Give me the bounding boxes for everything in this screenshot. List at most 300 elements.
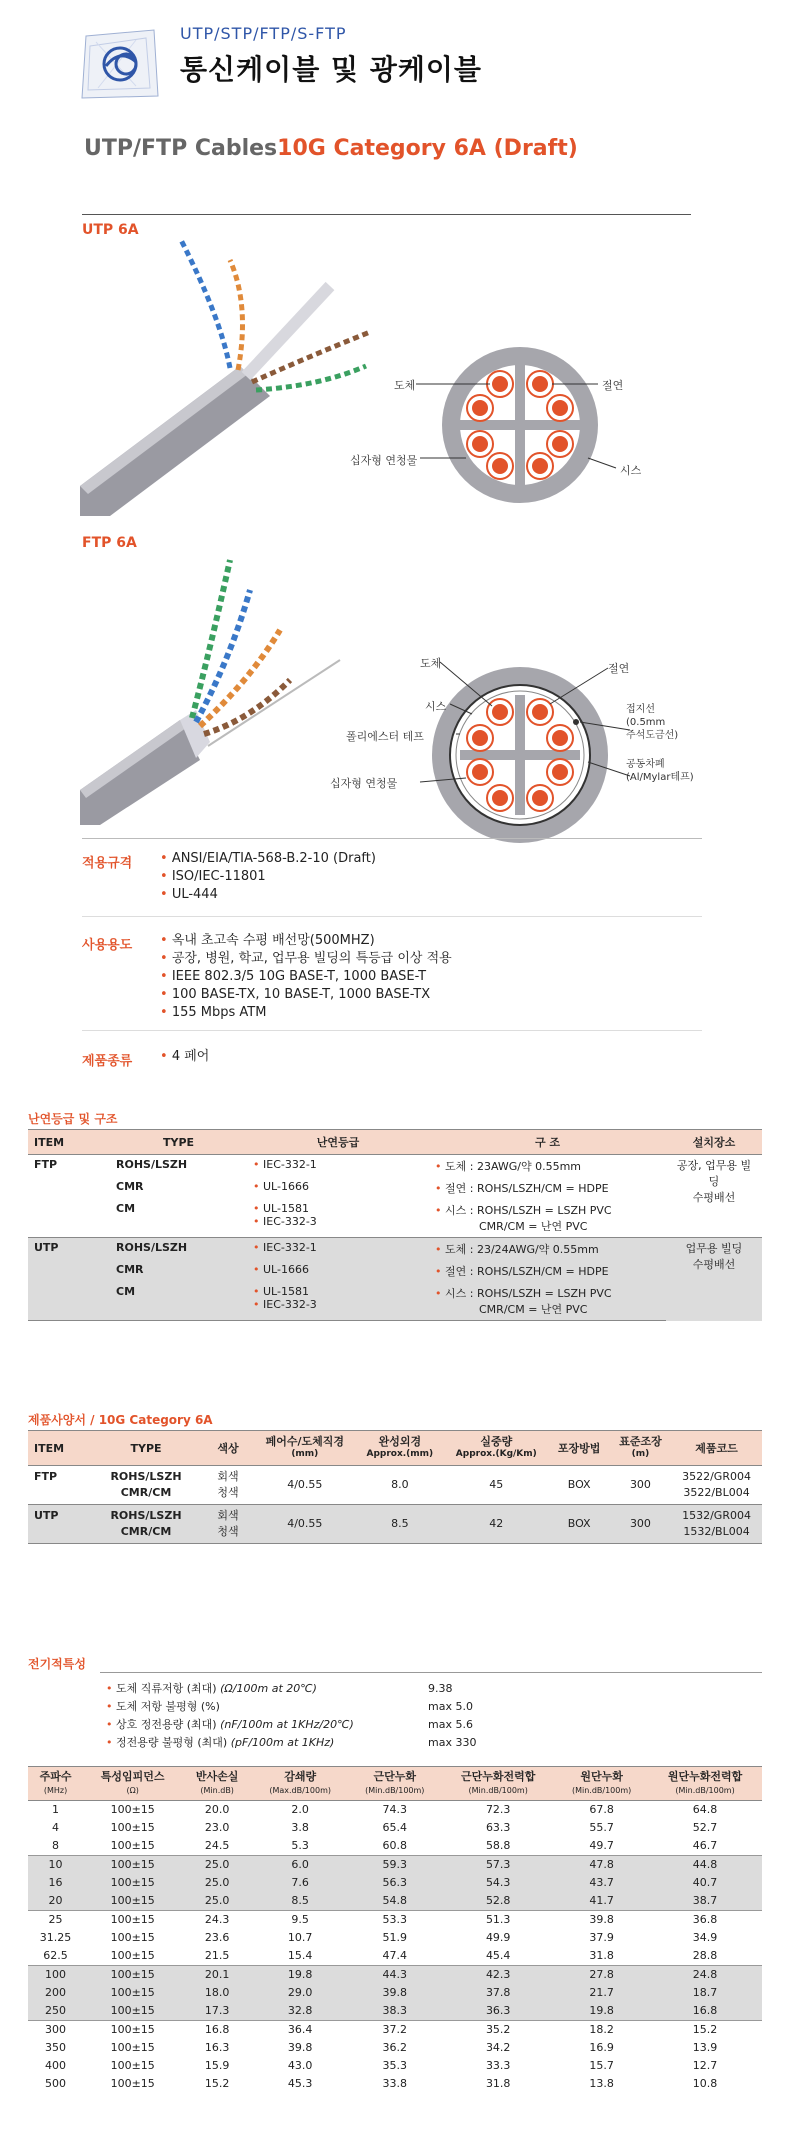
location-line: 수평배선 xyxy=(692,1191,736,1204)
table-cell: 20.0 xyxy=(204,1803,230,1816)
structure-line: • 시스 : ROHS/LSZH = LSZH PVC xyxy=(435,1285,660,1301)
table-cell: 47.8 xyxy=(555,1856,648,1875)
table-cell: 72.3 xyxy=(485,1803,511,1816)
col-header: 색상 xyxy=(202,1431,254,1466)
table-row xyxy=(28,1856,762,1875)
table-cell: 23.6 xyxy=(204,1931,230,1944)
type-line: CMR/CM xyxy=(120,1486,172,1499)
utp-cross-section xyxy=(380,340,710,510)
ftp-cross-section xyxy=(360,650,720,850)
utp-conductor-label: 도체 xyxy=(394,379,416,392)
prop-label: • 도체 저항 불평형 (%) xyxy=(106,1700,220,1713)
header-line: 실중량 xyxy=(480,1435,513,1448)
table-cell: 4 xyxy=(52,1821,60,1834)
table-cell: 13.8 xyxy=(589,2077,614,2090)
table-cell: 44.3 xyxy=(348,1966,441,1985)
spec-list-product-type xyxy=(160,1048,209,1066)
header-line: 근단누화전력합 xyxy=(461,1770,536,1783)
table-cell: 36.2 xyxy=(382,2041,408,2054)
table-cell: 100±15 xyxy=(110,1821,155,1834)
header-line: 원단누화전력합 xyxy=(667,1770,743,1783)
spec-table xyxy=(28,1430,762,1544)
table-cell: 18.0 xyxy=(182,1984,252,2002)
table-cell: 15.4 xyxy=(287,1949,313,1962)
cell-od: 8.5 xyxy=(356,1505,444,1544)
prop-value: max 5.6 xyxy=(428,1718,473,1731)
color-line: 회색 xyxy=(217,1509,239,1522)
cell-type: ROHS/LSZH xyxy=(116,1158,188,1171)
product-name: 10G Category 6A (Draft) xyxy=(277,136,578,161)
table-cell: 19.8 xyxy=(252,1966,348,1985)
utp-label: UTP 6A xyxy=(82,222,139,238)
table-row xyxy=(28,1177,762,1199)
table-header-row xyxy=(28,1431,762,1466)
ftp-polyester-tape-label: 폴리에스터 테프 xyxy=(346,730,424,743)
table-cell: 52.8 xyxy=(441,1892,555,1911)
table-header-row xyxy=(28,1767,762,1801)
structure-line: CMR/CM = 난연 PVC xyxy=(479,1303,588,1316)
electrical-title: 전기적특성 xyxy=(28,1657,86,1671)
table-cell: 49.9 xyxy=(485,1931,511,1944)
table-cell: 32.8 xyxy=(252,2002,348,2021)
electrical-props xyxy=(106,1680,706,1752)
prop-label: • 정전용량 불평형 (최대) xyxy=(106,1736,227,1749)
col-header xyxy=(252,1767,348,1801)
col-header: 난연등급 xyxy=(247,1130,429,1155)
cell-grade xyxy=(247,1282,429,1321)
table-row xyxy=(28,1466,762,1505)
header-line: 특성임피던스 xyxy=(100,1770,165,1783)
table-cell: 16 xyxy=(28,1874,83,1892)
table-cell: 28.8 xyxy=(692,1949,718,1962)
cell-location xyxy=(666,1238,762,1321)
type-line: ROHS/LSZH xyxy=(110,1470,182,1483)
col-header xyxy=(254,1431,356,1466)
header-line: Approx.(mm) xyxy=(366,1449,434,1459)
table-cell: 67.8 xyxy=(589,1803,614,1816)
cell-pair: 4/0.55 xyxy=(287,1478,323,1491)
divider xyxy=(82,838,702,839)
table-cell: 64.8 xyxy=(692,1803,718,1816)
cell-code xyxy=(671,1505,762,1544)
header-unit: (Max.dB/100m) xyxy=(269,1786,331,1795)
cell-structure: • 도체 : 23/24AWG/약 0.55mm xyxy=(429,1238,666,1261)
spec-label-standards: 적용규격 xyxy=(82,856,133,871)
table-cell: 36.4 xyxy=(252,2021,348,2040)
cell-type: CM xyxy=(116,1202,136,1215)
table-cell: 38.7 xyxy=(648,1892,762,1911)
table-cell: 100±15 xyxy=(83,1892,182,1911)
table-row xyxy=(28,1874,762,1892)
cell-color xyxy=(202,1466,254,1505)
table-cell: 10 xyxy=(28,1856,83,1875)
spec-label-product-type: 제품종류 xyxy=(82,1054,133,1069)
table-row xyxy=(28,1199,762,1238)
cell-weight: 45 xyxy=(489,1478,504,1491)
table-cell: 37.2 xyxy=(348,2021,441,2040)
table-cell: 74.3 xyxy=(382,1803,408,1816)
header-title: 통신케이블 및 광케이블 xyxy=(180,53,482,86)
cell-grade: • IEC-332-1 xyxy=(247,1238,429,1261)
table-cell: 35.2 xyxy=(441,2021,555,2040)
table-cell: 31.8 xyxy=(589,1949,614,1962)
prop-unit: (pF/100m at 1KHz) xyxy=(230,1736,335,1749)
utp-cable-photo xyxy=(80,236,370,516)
cell-length: 300 xyxy=(610,1505,671,1544)
table-cell: 10.8 xyxy=(692,2077,718,2090)
table-cell: 100±15 xyxy=(110,1839,155,1852)
table-cell: 500 xyxy=(45,2077,67,2090)
prop-unit: (nF/100m at 1KHz/20℃) xyxy=(220,1718,354,1731)
table-cell: 100±15 xyxy=(110,2059,155,2072)
table-cell: 45.4 xyxy=(485,1949,511,1962)
table-cell: 62.5 xyxy=(43,1949,68,1962)
header-subtitle: UTP/STP/FTP/S-FTP xyxy=(180,24,347,43)
header-unit: (Min.dB/100m) xyxy=(365,1786,425,1795)
product-title xyxy=(84,136,578,161)
col-header xyxy=(182,1767,252,1801)
code-line: 1532/GR004 xyxy=(682,1509,751,1522)
table-cell: 39.8 xyxy=(555,1911,648,1930)
header-line: Approx.(Kg/Km) xyxy=(455,1449,537,1459)
spec-item: • ANSI/EIA/TIA-568-B.2-10 (Draft) xyxy=(160,850,376,868)
cell-structure xyxy=(429,1282,666,1321)
table-row xyxy=(28,1984,762,2002)
table-cell: 3.8 xyxy=(291,1821,309,1834)
table-cell: 58.8 xyxy=(485,1839,511,1852)
spec-list-usage xyxy=(160,932,452,1022)
header-unit: (Min.dB/100m) xyxy=(468,1786,528,1795)
header-line: 표준조장 xyxy=(619,1435,662,1448)
table-cell: 100±15 xyxy=(83,1966,182,1985)
header-unit: (Min.dB) xyxy=(200,1786,234,1795)
table-cell: 63.3 xyxy=(485,1821,511,1834)
table-cell: 49.7 xyxy=(589,1839,614,1852)
table-row xyxy=(28,1947,762,1966)
prop-label: • 도체 직류저항 (최대) xyxy=(106,1682,217,1695)
table-cell: 35.3 xyxy=(382,2059,408,2072)
col-header xyxy=(441,1767,555,1801)
prop-value: max 330 xyxy=(428,1736,477,1749)
table-cell: 56.3 xyxy=(348,1874,441,1892)
table-cell: 37.9 xyxy=(589,1931,614,1944)
cell-pack: BOX xyxy=(567,1478,591,1491)
spec-list-standards xyxy=(160,850,376,904)
table-cell: 34.2 xyxy=(485,2041,511,2054)
table-row xyxy=(28,1260,762,1282)
table-cell: 23.0 xyxy=(204,1821,230,1834)
table-cell: 18.2 xyxy=(555,2021,648,2040)
cell-weight: 42 xyxy=(444,1505,549,1544)
table-cell: 60.8 xyxy=(382,1839,408,1852)
table-cell: 21.7 xyxy=(555,1984,648,2002)
table-row xyxy=(28,1238,762,1261)
spec-item: • 155 Mbps ATM xyxy=(160,1004,452,1022)
spec-item: • UL-444 xyxy=(160,886,376,904)
table-cell: 43.7 xyxy=(555,1874,648,1892)
location-line: 수평배선 xyxy=(692,1258,736,1271)
type-line: CMR/CM xyxy=(120,1525,172,1538)
table-cell: 15.9 xyxy=(204,2059,230,2072)
table-cell: 38.3 xyxy=(348,2002,441,2021)
table-cell: 12.7 xyxy=(692,2059,718,2072)
table-cell: 31.25 xyxy=(39,1931,72,1944)
table-cell: 16.8 xyxy=(182,2021,252,2040)
shield-line1: 공동차폐 xyxy=(626,759,665,770)
table-cell: 7.6 xyxy=(252,1874,348,1892)
table-cell: 39.8 xyxy=(287,2041,313,2054)
col-header: 제품코드 xyxy=(671,1431,762,1466)
drain-wire-line2: (0.5mm xyxy=(626,717,666,728)
spec-item: • 공장, 병원, 학교, 업무용 빌딩의 특등급 이상 적용 xyxy=(160,950,452,968)
table-cell: 100±15 xyxy=(83,1911,182,1930)
utp-insulation-label: 절연 xyxy=(602,379,624,392)
cell-type: CM xyxy=(110,1282,247,1321)
utp-filler-label: 십자형 연청물 xyxy=(350,454,418,467)
table-cell: 33.8 xyxy=(382,2077,408,2090)
cell-structure: • 절연 : ROHS/LSZH/CM = HDPE xyxy=(429,1177,666,1199)
cell-item: FTP xyxy=(34,1470,58,1483)
table-cell: 44.8 xyxy=(648,1856,762,1875)
grade-line: • UL-1581 xyxy=(253,1285,423,1298)
table-row xyxy=(28,1155,762,1178)
table-cell: 43.0 xyxy=(287,2059,313,2072)
table-cell: 40.7 xyxy=(648,1874,762,1892)
spec-item: • IEEE 802.3/5 10G BASE-T, 1000 BASE-T xyxy=(160,968,452,986)
type-line: ROHS/LSZH xyxy=(110,1509,182,1522)
table-cell: 25 xyxy=(28,1911,83,1930)
cell-item: UTP xyxy=(28,1505,90,1544)
header-unit: (Ω) xyxy=(126,1786,139,1795)
table-row xyxy=(28,1929,762,1947)
table-cell: 57.3 xyxy=(441,1856,555,1875)
divider xyxy=(100,1672,762,1673)
spec-table-title: 제품사양서 / 10G Category 6A xyxy=(28,1413,213,1427)
prop-value: max 5.0 xyxy=(428,1700,473,1713)
cell-type xyxy=(90,1466,202,1505)
table-row xyxy=(28,1282,762,1321)
cell-item: FTP xyxy=(34,1158,58,1171)
color-line: 청색 xyxy=(217,1486,239,1499)
table-cell: 200 xyxy=(28,1984,83,2002)
table-cell: 100±15 xyxy=(83,1856,182,1875)
cell-grade: • IEC-332-1 xyxy=(247,1155,429,1178)
ftp-sheath-label: 시스 xyxy=(425,700,447,713)
table-cell: 27.8 xyxy=(555,1966,648,1985)
grade-line: • IEC-332-3 xyxy=(253,1215,423,1228)
code-line: 1532/BL004 xyxy=(683,1525,750,1538)
cell-pack: BOX xyxy=(549,1505,610,1544)
elec-prop-row xyxy=(106,1698,706,1716)
table-cell: 37.8 xyxy=(441,1984,555,2002)
product-prefix: UTP/FTP Cables xyxy=(84,136,278,161)
spec-item: • 4 페어 xyxy=(160,1048,209,1066)
ftp-filler-label: 십자형 연청물 xyxy=(330,777,398,790)
table-cell: 100±15 xyxy=(110,1931,155,1944)
header-unit: (Min.dB/100m) xyxy=(675,1786,735,1795)
cell-type: ROHS/LSZH xyxy=(110,1238,247,1261)
cell-code xyxy=(671,1466,762,1505)
table-cell: 46.7 xyxy=(692,1839,718,1852)
table-cell: 5.3 xyxy=(291,1839,309,1852)
header-line: 페어수/도체직경 xyxy=(265,1435,344,1448)
table-cell: 24.8 xyxy=(648,1966,762,1985)
prop-label: • 상호 정전용량 (최대) xyxy=(106,1718,217,1731)
table-cell: 54.8 xyxy=(348,1892,441,1911)
table-cell: 400 xyxy=(45,2059,67,2072)
table-cell: 18.7 xyxy=(648,1984,762,2002)
drain-wire-line1: 접지선 xyxy=(626,704,655,715)
table-cell: 17.3 xyxy=(182,2002,252,2021)
table-cell: 300 xyxy=(28,2021,83,2040)
table-cell: 100±15 xyxy=(110,1803,155,1816)
spec-item: • ISO/IEC-11801 xyxy=(160,868,376,886)
table-cell: 2.0 xyxy=(291,1803,309,1816)
color-line: 청색 xyxy=(217,1525,239,1538)
table-cell: 100±15 xyxy=(83,1874,182,1892)
table-header-row xyxy=(28,1130,762,1155)
table-row xyxy=(28,1911,762,1930)
table-cell: 51.3 xyxy=(441,1911,555,1930)
table-cell: 350 xyxy=(45,2041,67,2054)
table-cell: 59.3 xyxy=(348,1856,441,1875)
table-cell: 31.8 xyxy=(485,2077,511,2090)
cell-structure: • 절연 : ROHS/LSZH/CM = HDPE xyxy=(429,1260,666,1282)
ftp-insulation-label: 절연 xyxy=(608,662,630,675)
spec-item: • 100 BASE-TX, 10 BASE-T, 1000 BASE-TX xyxy=(160,986,452,1004)
location-line: 업무용 빌딩 xyxy=(685,1242,743,1255)
table-cell: 15.2 xyxy=(648,2021,762,2040)
spec-label-usage: 사용용도 xyxy=(82,938,133,953)
table-cell: 100±15 xyxy=(83,2002,182,2021)
cell-type xyxy=(90,1505,202,1544)
cell-item: UTP xyxy=(28,1238,110,1261)
ftp-conductor-label: 도체 xyxy=(420,657,442,670)
col-header xyxy=(348,1767,441,1801)
table-cell: 36.3 xyxy=(441,2002,555,2021)
cell-length: 300 xyxy=(629,1478,651,1491)
col-header: ITEM xyxy=(28,1431,90,1466)
table-cell: 47.4 xyxy=(382,1949,408,1962)
table-cell: 53.3 xyxy=(348,1911,441,1930)
table-cell: 9.5 xyxy=(252,1911,348,1930)
col-header xyxy=(356,1431,444,1466)
table-cell: 15.7 xyxy=(589,2059,614,2072)
code-line: 3522/GR004 xyxy=(682,1470,751,1483)
prop-unit: (Ω/100m at 20℃) xyxy=(220,1682,317,1695)
header-line: (mm) xyxy=(291,1449,319,1459)
table-cell: 52.7 xyxy=(692,1821,718,1834)
elec-prop-row xyxy=(106,1716,706,1734)
table-cell: 45.3 xyxy=(287,2077,313,2090)
table-cell: 13.9 xyxy=(692,2041,718,2054)
table-cell: 36.8 xyxy=(648,1911,762,1930)
grade-line: • IEC-332-3 xyxy=(253,1298,423,1311)
col-header: TYPE xyxy=(110,1130,247,1155)
table-cell: 6.0 xyxy=(252,1856,348,1875)
elec-prop-row xyxy=(106,1734,706,1752)
cell-structure xyxy=(429,1199,666,1238)
table-row xyxy=(28,1966,762,1985)
header-line: (m) xyxy=(631,1449,650,1459)
table-row xyxy=(28,1837,762,1856)
col-header xyxy=(648,1767,762,1801)
table-cell: 34.9 xyxy=(692,1931,718,1944)
col-header: 구 조 xyxy=(429,1130,666,1155)
code-line: 3522/BL004 xyxy=(683,1486,750,1499)
utp-sheath-label: 시스 xyxy=(620,464,642,477)
ftp-cable-photo xyxy=(80,550,370,830)
table-cell: 100±15 xyxy=(110,1949,155,1962)
table-cell: 100±15 xyxy=(83,1984,182,2002)
header-line: 완성외경 xyxy=(378,1435,422,1448)
cell-color xyxy=(202,1505,254,1544)
col-header: 포장방법 xyxy=(549,1431,610,1466)
table-cell: 24.5 xyxy=(204,1839,230,1852)
table-row xyxy=(28,1819,762,1837)
col-header xyxy=(444,1431,549,1466)
table-cell: 42.3 xyxy=(441,1966,555,1985)
structure-line: CMR/CM = 난연 PVC xyxy=(479,1220,588,1233)
ftp-shield-label xyxy=(626,758,694,784)
table-row xyxy=(28,1892,762,1911)
divider xyxy=(82,916,702,917)
header-unit: (MHz) xyxy=(43,1786,68,1795)
table-cell: 15.2 xyxy=(204,2077,230,2090)
table-cell: 16.8 xyxy=(648,2002,762,2021)
table-row xyxy=(28,2021,762,2040)
electrical-table xyxy=(28,1766,762,2093)
divider xyxy=(82,214,691,215)
cell-location xyxy=(666,1155,762,1238)
cell-od: 8.0 xyxy=(391,1478,409,1491)
structure-line: • 시스 : ROHS/LSZH = LSZH PVC xyxy=(435,1202,660,1218)
cell-grade: • UL-1666 xyxy=(247,1177,429,1199)
header-line: 주파수 xyxy=(39,1770,72,1783)
table-cell: 39.8 xyxy=(348,1984,441,2002)
grade-line: • UL-1581 xyxy=(253,1202,423,1215)
table-cell: 55.7 xyxy=(589,1821,614,1834)
header-line: 원단누화 xyxy=(580,1770,623,1783)
table-cell: 51.9 xyxy=(382,1931,408,1944)
table-cell: 24.3 xyxy=(182,1911,252,1930)
table-cell: 20 xyxy=(28,1892,83,1911)
table-cell: 54.3 xyxy=(441,1874,555,1892)
table-cell: 21.5 xyxy=(204,1949,230,1962)
table-row xyxy=(28,1801,762,1820)
table-row xyxy=(28,1505,762,1544)
table-cell: 16.3 xyxy=(204,2041,230,2054)
header-line: 반사손실 xyxy=(195,1770,239,1783)
col-header: 설치장소 xyxy=(666,1130,762,1155)
table-cell: 8.5 xyxy=(252,1892,348,1911)
cell-grade xyxy=(247,1199,429,1238)
col-header xyxy=(28,1767,83,1801)
table-cell: 8 xyxy=(52,1839,60,1852)
location-line: 공장, 업무용 빌딩 xyxy=(676,1159,752,1188)
table-cell: 19.8 xyxy=(555,2002,648,2021)
elec-prop-row xyxy=(106,1680,706,1698)
company-logo xyxy=(76,26,164,102)
table-cell: 25.0 xyxy=(182,1892,252,1911)
col-header xyxy=(83,1767,182,1801)
cell-grade: • UL-1666 xyxy=(247,1260,429,1282)
table-cell: 33.3 xyxy=(485,2059,511,2072)
shield-line2: (Al/Mylar테프) xyxy=(626,772,694,783)
table-cell: 25.0 xyxy=(182,1856,252,1875)
ftp-drain-wire-label xyxy=(626,703,678,742)
table-cell: 29.0 xyxy=(252,1984,348,2002)
